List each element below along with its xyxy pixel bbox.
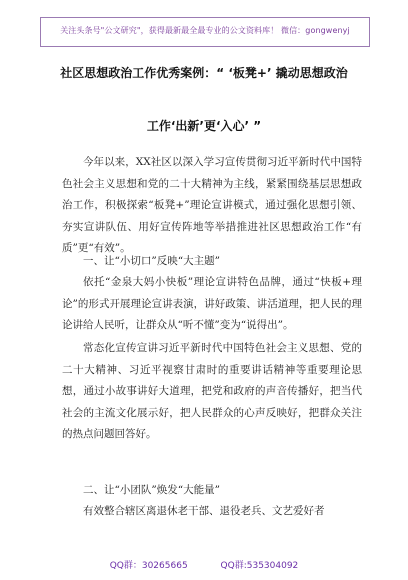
section-heading-1: 一、让“小切口”反映“大主题”	[83, 255, 220, 267]
footer-qq-group-1: QQ群：30265665	[109, 561, 188, 571]
section-heading-2: 二、让“小团队”焕发“大能量”	[83, 484, 220, 496]
banner-text: 关注头条号"公文研究"，获得最新最全最专业的公文资料库！ 微信：gongwenyj	[60, 26, 350, 35]
paragraph-section-2a: 有效整合辖区离退休老干部、退役老兵、文艺爱好者	[83, 505, 325, 517]
header-banner	[40, 17, 370, 47]
document-title-line-1: 社区思想政治工作优秀案例：“ ‘板凳+’ 撬动思想政治	[60, 66, 348, 80]
paragraph-section-1a: 依托“金泉大妈小快板”理论宣讲特色品牌，通过“快板+理论”的形式开展理论宣讲表演，讲好政策、讲活道理，把人民的理论讲给人民听，让群众从“听不懂”变为“说得出”。	[62, 276, 362, 331]
document-title-line-2: 工作‘出新’更‘入心’ ”	[146, 119, 262, 133]
footer	[0, 558, 408, 571]
footer-qq-group-2: QQ群:535304092	[220, 561, 299, 571]
paragraph-intro: 今年以来，XX社区以深入学习宣传贯彻习近平新时代中国特色社会主义思想和党的二十大精神为主线，紧紧围绕基层思想政治工作，积极探索“板凳+”理论宣讲模式，通过强化思想引领、夯实宣讲队伍、用好宣传阵地等举措推进社区思想政治工作“有质”更“有效”。	[62, 156, 362, 254]
paragraph-section-1b: 常态化宣传宣讲习近平新时代中国特色社会主义思想、党的二十大精神、习近平视察甘肃时的重要讲话精神等重要理论思想，通过小故事讲好大道理，把党和政府的声音传播好，把当代社会的主流文化展示好，把人民群众的心声反映好，把群众关注的热点问题回答好。	[62, 342, 362, 440]
